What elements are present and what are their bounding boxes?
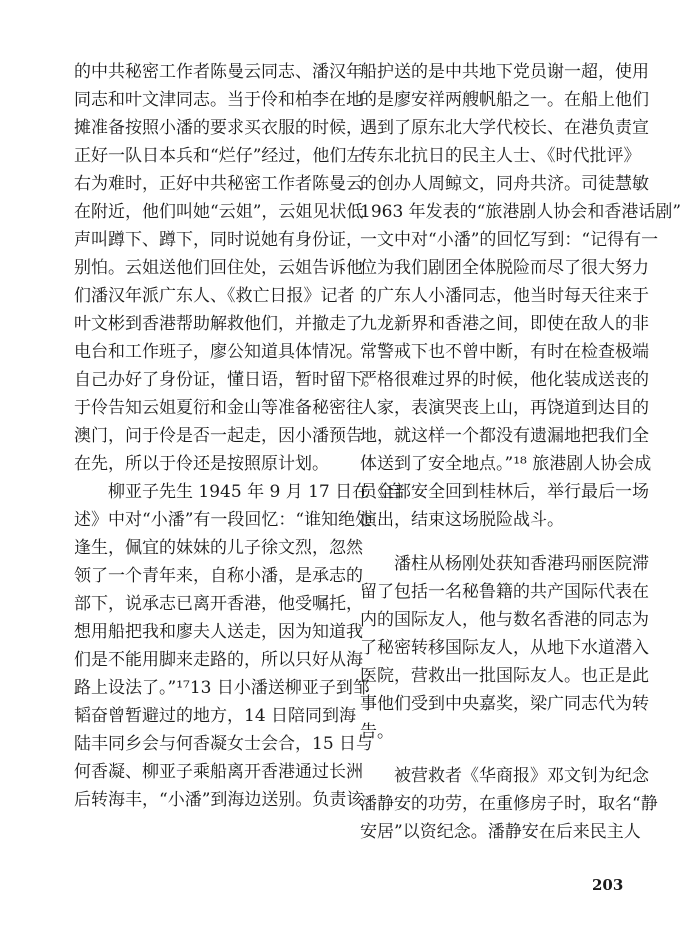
text-line: 路上设法了。”¹⁷13 日小潘送柳亚子到邹 bbox=[74, 678, 370, 698]
text-line: 后转海丰，“小潘”到海边送别。负责该 bbox=[74, 790, 364, 810]
text-line: 演出，结束这场脱险战斗。 bbox=[360, 510, 564, 530]
text-line: 了秘密转移国际友人，从地下水道潜入 bbox=[360, 638, 649, 658]
text-line: 叶文彬到香港帮助解救他们，并撤走了 bbox=[74, 314, 363, 334]
paragraph-gap bbox=[360, 534, 638, 550]
text-line: 医院，营救出一批国际友人。也正是此 bbox=[360, 666, 649, 686]
text-line: 体送到了安全地点。”¹⁸ 旅港剧人协会成 bbox=[360, 454, 652, 474]
paragraph bbox=[360, 762, 658, 846]
text-line: 右为难时，正好中共秘密工作者陈曼云 bbox=[74, 174, 363, 194]
text-line: 的创办人周鲸文，同舟共济。司徒慧敏 bbox=[360, 174, 649, 194]
paragraph bbox=[74, 58, 380, 478]
text-line: 们潘汉年派广东人、《救亡日报》记者 bbox=[74, 286, 355, 306]
right-column bbox=[360, 58, 682, 846]
text-line: 何香凝、柳亚子乘船离开香港通过长洲 bbox=[74, 762, 363, 782]
paragraph bbox=[360, 550, 649, 746]
text-line: 澳门，问于伶是否一起走，因小潘预告 bbox=[74, 426, 363, 446]
left-column bbox=[74, 58, 404, 814]
page-number: 203 bbox=[592, 876, 624, 894]
text-line: 留了包括一名秘鲁籍的共产国际代表在 bbox=[360, 582, 649, 602]
text-line: 潘静安的功劳，在重修房子时，取名“静 bbox=[360, 794, 658, 814]
text-line: 在先，所以于伶还是按照原计划。 bbox=[74, 454, 329, 474]
text-line: 的广东人小潘同志，他当时每天往来于 bbox=[360, 286, 649, 306]
text-line: 员全部安全回到桂林后，举行最后一场 bbox=[360, 482, 649, 502]
text-line: 潘柱从杨刚处获知香港玛丽医院滞 bbox=[360, 554, 649, 574]
text-line: 船护送的是中共地下党员谢一超，使用 bbox=[360, 62, 649, 82]
text-line: 们是不能用脚来走路的，所以只好从海 bbox=[74, 650, 363, 670]
text-line: 地，就这样一个都没有遗漏地把我们全 bbox=[360, 426, 649, 446]
text-line: 遇到了原东北大学代校长、在港负责宣 bbox=[360, 118, 649, 138]
text-line: 内的国际友人，他与数名香港的同志为 bbox=[360, 610, 649, 630]
text-line: 常警戒下也不曾中断，有时在检查极端 bbox=[360, 342, 649, 362]
text-line: 在附近，他们叫她“云姐”，云姐见状低 bbox=[74, 202, 364, 222]
text-line: 摊准备按照小潘的要求买衣服的时候， bbox=[74, 118, 363, 138]
text-line: 电台和工作班子，廖公知道具体情况。 bbox=[74, 342, 363, 362]
text-line: 1963 年发表的“旅港剧人协会和香港话剧” bbox=[360, 202, 682, 222]
text-line: 事他们受到中央嘉奖，梁广同志代为转 bbox=[360, 694, 649, 714]
text-line: 被营救者《华商报》邓文钊为纪念 bbox=[360, 766, 649, 786]
text-line: 同志和叶文津同志。当于伶和柏李在地 bbox=[74, 90, 363, 110]
paragraph bbox=[74, 478, 404, 814]
text-line: 逢生，佩宜的妹妹的儿子徐文烈，忽然 bbox=[74, 538, 363, 558]
text-line: 一文中对“小潘”的回忆写到：“记得有一 bbox=[360, 230, 659, 250]
text-line: 正好一队日本兵和“烂仔”经过，他们左 bbox=[74, 146, 364, 166]
text-line: 陆丰同乡会与何香凝女士会合，15 日与 bbox=[74, 734, 374, 754]
paragraph-gap bbox=[360, 746, 638, 762]
text-line: 位为我们剧团全体脱险而尽了很大努力 bbox=[360, 258, 649, 278]
text-line: 的是廖安祥两艘帆船之一。在船上他们 bbox=[360, 90, 649, 110]
text-line: 严格很难过界的时候，他化装成送丧的 bbox=[360, 370, 649, 390]
text-line: 九龙新界和香港之间，即使在敌人的非 bbox=[360, 314, 649, 334]
text-line: 述》中对“小潘”有一段回忆：“谁知绝处 bbox=[74, 510, 373, 530]
text-line: 部下，说承志已离开香港，他受嘱托， bbox=[74, 594, 363, 614]
text-line: 柳亚子先生 1945 年 9 月 17 日在《自 bbox=[74, 482, 404, 502]
text-line: 声叫蹲下、蹲下，同时说她有身份证， bbox=[74, 230, 363, 250]
text-line: 别怕。云姐送他们回住处，云姐告诉他 bbox=[74, 258, 363, 278]
text-line: 自己办好了身份证，懂日语，暂时留下。 bbox=[74, 370, 380, 390]
text-line: 想用船把我和廖夫人送走，因为知道我 bbox=[74, 622, 363, 642]
text-line: 韬奋曾暂避过的地方，14 日陪同到海 bbox=[74, 706, 357, 726]
text-line: 安居”以资纪念。潘静安在后来民主人 bbox=[360, 822, 641, 842]
text-line: 人家，表演哭丧上山，再饶道到达目的 bbox=[360, 398, 649, 418]
text-line: 于伶告知云姐夏衍和金山等准备秘密往 bbox=[74, 398, 363, 418]
text-line: 的中共秘密工作者陈曼云同志、潘汉年 bbox=[74, 62, 363, 82]
text-line: 领了一个青年来，自称小潘，是承志的 bbox=[74, 566, 363, 586]
text-line: 告。 bbox=[360, 722, 394, 742]
text-line: 传东北抗日的民主人士、《时代批评》 bbox=[360, 146, 641, 166]
paragraph bbox=[360, 58, 682, 534]
